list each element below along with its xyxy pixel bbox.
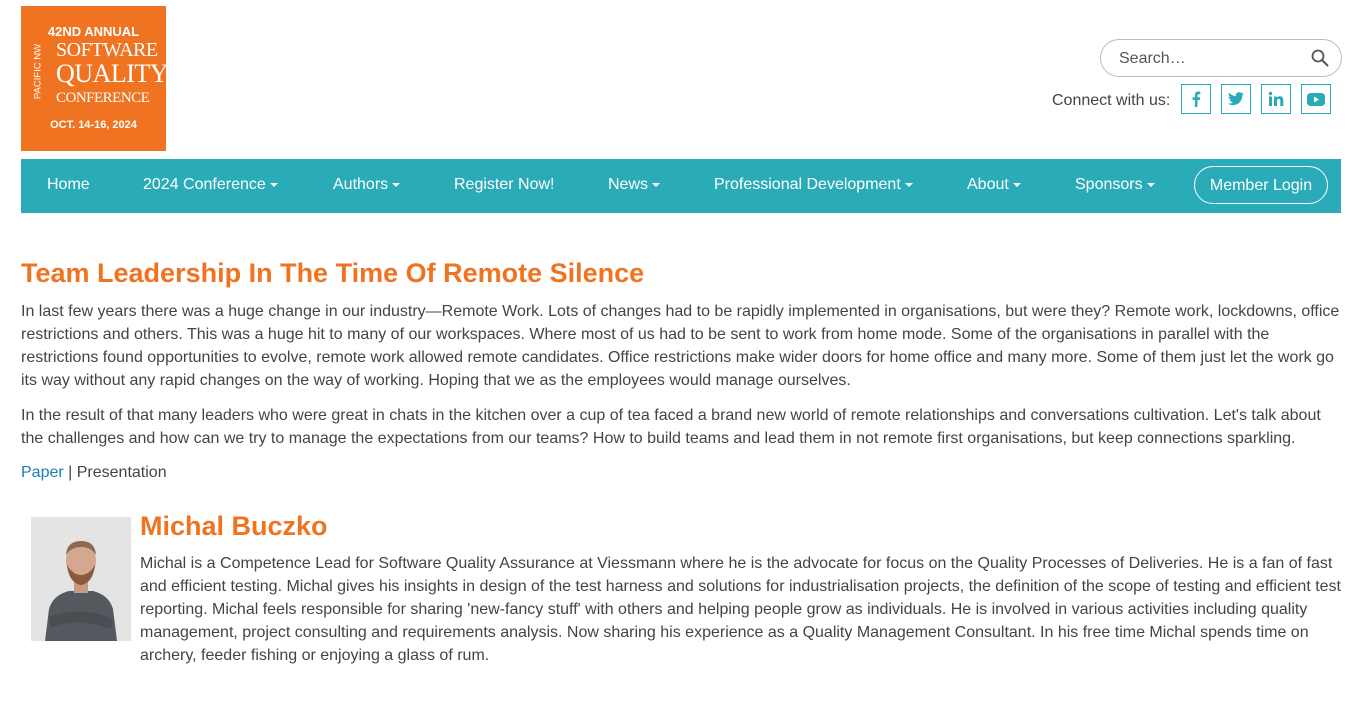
logo-region: PACIFIC NW [32,43,44,100]
nav-professional-development[interactable] [714,159,913,213]
nav-2024-conference[interactable] [143,159,278,213]
conference-logo[interactable] [21,6,169,151]
facebook-icon[interactable] [1181,84,1211,114]
nav-sponsors[interactable] [1075,159,1155,213]
main-nav [21,159,1341,213]
presentation-text: Presentation [76,464,167,481]
linkedin-icon[interactable] [1261,84,1291,114]
link-separator: | [63,464,77,481]
twitter-icon[interactable] [1221,84,1251,114]
search-icon[interactable] [1311,49,1329,67]
member-login-button[interactable]: Member Login [1194,166,1328,204]
nav-home[interactable] [47,159,90,213]
abstract-paragraph-2: In the result of that many leaders who were great in chats in the kitchen over a cup of tea faced a brand new world of remote relationships and conversations cultivation. Let's talk about the challenges and how can we try to manage the expectations from our teams? How to build teams and lead them in not remote first organisations, but keep connections sparkling. [21,407,1321,447]
caret-down-icon [270,183,278,187]
nav-sponsors-label: Sponsors [1075,176,1143,193]
caret-down-icon [652,183,660,187]
nav-professional-development-label: Professional Development [714,176,901,193]
nav-news-label: News [608,176,649,193]
caret-down-icon [905,183,913,187]
logo-line1: SOFTWARE [56,39,158,61]
caret-down-icon [1147,183,1155,187]
logo-dates: OCT. 14-16, 2024 [50,119,137,131]
nav-home-label: Home [47,176,90,193]
author-name: Michal Buczko [140,511,328,541]
caret-down-icon [1013,183,1021,187]
nav-news[interactable] [608,159,660,213]
logo-annual: 42ND ANNUAL [47,24,140,39]
caret-down-icon [392,183,400,187]
connect-label: Connect with us: [1052,92,1171,109]
nav-about-label: About [967,176,1009,193]
page-title: Team Leadership In The Time Of Remote Silence [21,258,645,288]
search-input[interactable] [1117,48,1301,70]
paper-link[interactable]: Paper [21,464,64,481]
nav-authors-label: Authors [333,176,389,193]
nav-about[interactable] [967,159,1021,213]
search-box [1100,39,1342,77]
nav-2024-conference-label: 2024 Conference [143,176,266,193]
logo-line3: CONFERENCE [56,90,150,106]
nav-register-now[interactable] [454,159,554,213]
abstract-paragraph-1: In last few years there was a huge change in our industry—Remote Work. Lots of changes had to be rapidly implemented in organisations, but were they? Remote work, lockdowns, office restrictions and others. This was a huge hit to many of our workspaces. Where most of us had to be sent to work from home mode. Some of the organisations in parallel with the restrictions found opportunities to evolve, remote work allowed remote candidates. Office restrictions make wider doors for home office and many more. Some of them just let the work go its way without any rapid changes on the way of working. Hoping that we as the employees would manage ourselves. [21,303,1340,389]
nav-authors[interactable] [333,159,400,213]
resource-links [21,463,167,483]
logo-wordmark [56,39,168,109]
logo-line2: QUALITY [56,59,169,88]
author-bio: Michal is a Competence Lead for Software Quality Assurance at Viessmann where he is the advocate for focus on the Quality Processes of Deliveries. He is a fan of fast and efficient testing. Michal gives his insights in design of the test harness and solutions for industrialisation projects, the definition of the scope of testing and efficient test reporting. Michal feels responsible for sharing 'new-fancy stuff' with others and helping people grow as individuals. He is involved in various activities including quality management, project consulting and requirements analysis. Now sharing his experience as a Quality Management Consultant. In his free time Michal spends time on archery, feeder fishing or enjoying a glass of rum. [140,555,1341,664]
youtube-icon[interactable] [1301,84,1331,114]
author-photo [31,517,131,641]
nav-register-label: Register Now! [454,176,555,193]
